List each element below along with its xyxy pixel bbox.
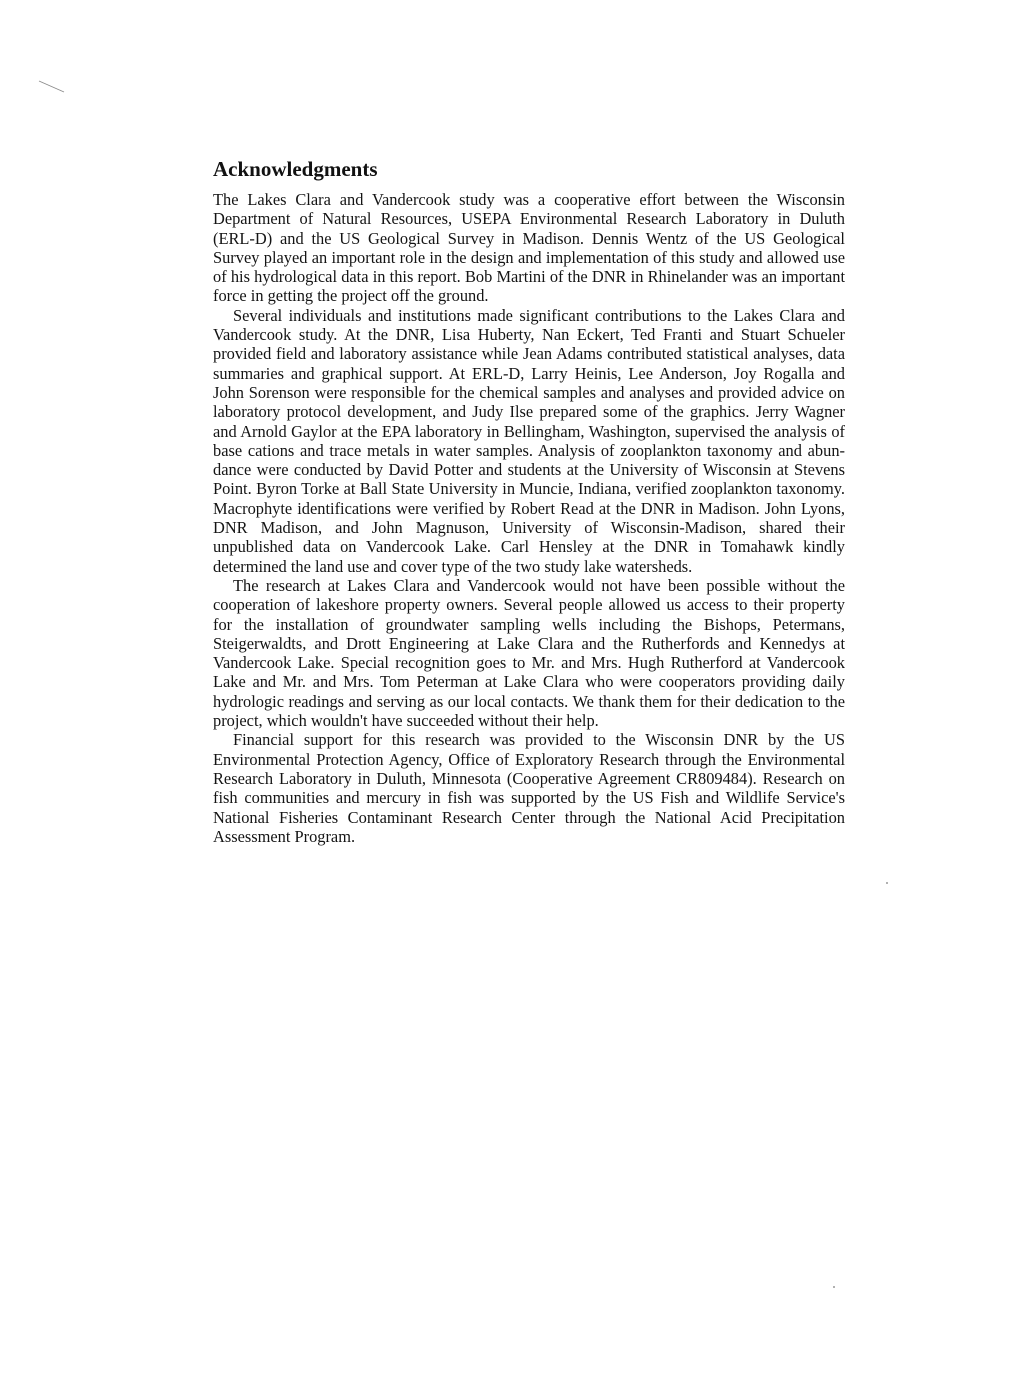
scan-artifact-mark xyxy=(38,80,66,94)
scan-speck xyxy=(833,1286,835,1288)
paragraph-property-owners: The research at Lakes Clara and Vandercook would not have been possible without the cooperation of lakeshore property owners. Several people allowed us access to their property for the installation of groundwater sampling wells including the Bishops, Petermans, Steigerwaldts, and Drott Engineering at Lake Clara and the Rutherfords and Kennedys at Vandercook Lake. Special recognition goes to Mr. and Mrs. Hugh Rutherford at Vandercook Lake and Mr. and Mrs. Tom Peterman at Lake Clara who were cooperators providing daily hydrologic readings and serving as our local contacts. We thank them for their dedication to the project, which wouldn't have succeeded without their help. xyxy=(213,575,845,731)
acknowledgments-page xyxy=(213,155,845,846)
paragraph-cooperative-effort: The Lakes Clara and Vandercook study was a cooperative effort between the Wisconsin Department of Natural Resources, USEPA Environmental Research Laboratory in Duluth (ERL-D) and the US Geological Survey in Madison. Dennis Wentz of the US Geological Survey played an important role in the design and implementation of this study and allowed use of his hydrological data in this report. Bob Martini of the DNR in Rhinelander was an important force in getting the project off the ground. xyxy=(213,190,845,306)
paragraph-contributors: Several individuals and institutions made significant contributions to the Lakes Clara and Vandercook study. At the DNR, Lisa Huberty, Nan Eckert, Ted Franti and Stuart Schueler provided field and laboratory assistance while Jean Adams contributed statistical analyses, data summaries and graphical support. At ERL-D, Larry Heinis, Lee Anderson, Joy Rogalla and John Sorenson were responsible for the chemical samples and analyses and provided advice on laboratory protocol development, and Judy Ilse prepared some of the graphics. Jerry Wagner and Arnold Gaylor at the EPA laboratory in Bellingham, Washington, supervised the analysis of base cations and trace metals in water samples. Analysis of zooplankton taxonomy and abundance were conducted by David Potter and students at the University of Wisconsin at Stevens Point. Byron Torke at Ball State University in Muncie, Indiana, verified zooplankton taxonomy. Macrophyte identifications were verified by Robert Read at the DNR in Madison. John Lyons, DNR Madison, and John Magnuson, University of Wisconsin-Madison, shared their unpublished data on Vandercook Lake. Carl Hensley at the DNR in Tomahawk kindly determined the land use and cover type of the two study lake watersheds. xyxy=(213,305,845,576)
paragraph-financial-support: Financial support for this research was provided to the Wisconsin DNR by the US Environmental Protection Agency, Office of Exploratory Research through the Environmental Research Laboratory in Duluth, Minnesota (Cooperative Agreement CR809484). Research on fish communities and mercury in fish was supported by the US Fish and Wildlife Service's National Fisheries Contaminant Research Center through the National Acid Precipitation Assessment Program. xyxy=(213,730,845,846)
scan-speck xyxy=(886,882,888,884)
section-heading: Acknowledgments xyxy=(213,157,378,181)
